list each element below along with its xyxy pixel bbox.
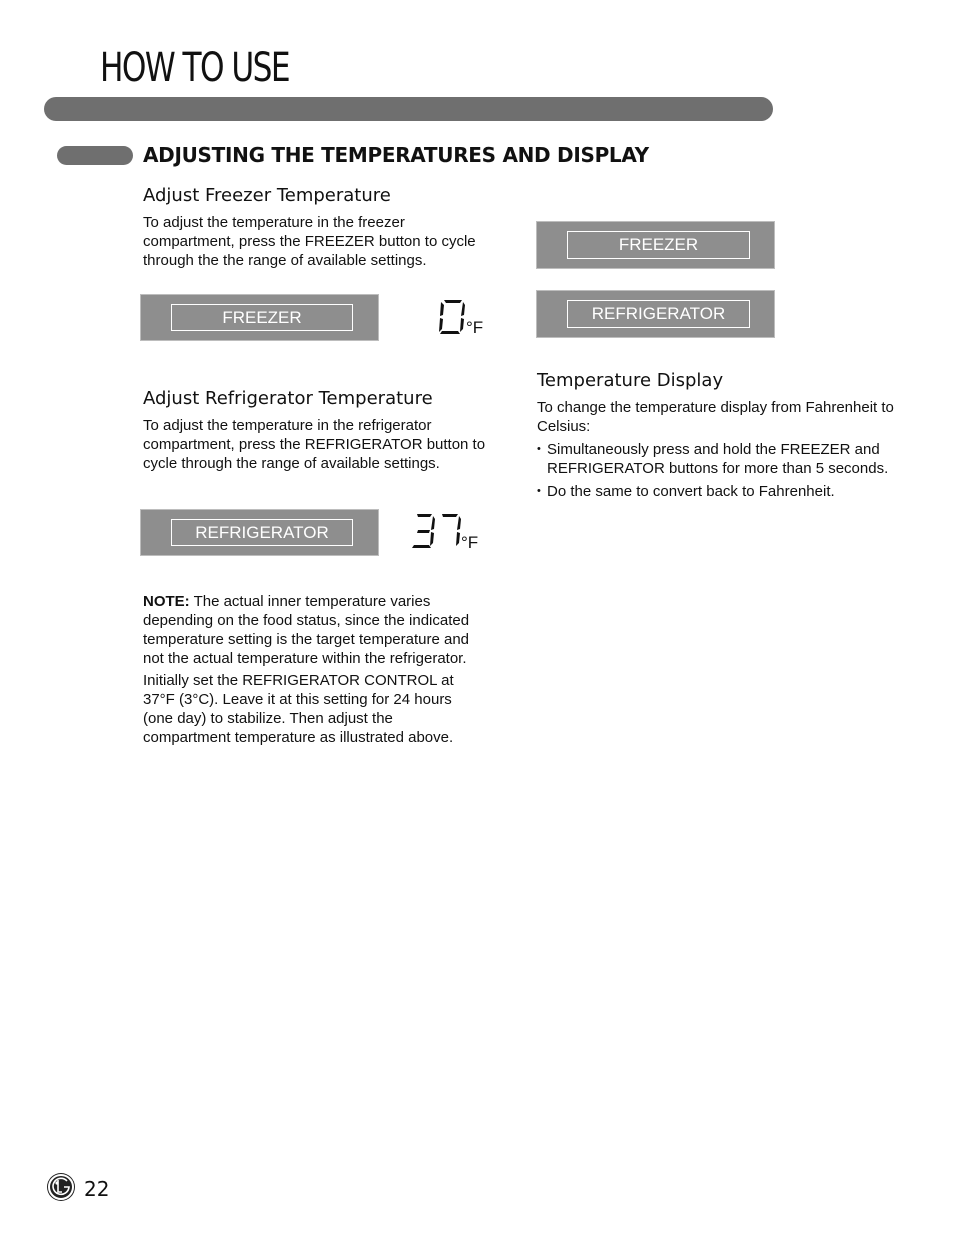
note-label: NOTE: xyxy=(143,593,190,610)
refrigerator-button[interactable]: REFRIGERATOR xyxy=(171,519,353,546)
display-refrigerator-button[interactable]: REFRIGERATOR xyxy=(567,300,750,328)
refrigerator-digits-37 xyxy=(412,513,462,549)
temperature-display-bullets xyxy=(537,440,912,505)
display-panel-freezer xyxy=(536,221,775,269)
refrigerator-temperature-display xyxy=(412,513,492,557)
note-paragraph xyxy=(143,592,488,668)
header-bar xyxy=(44,97,773,121)
freezer-unit: °F xyxy=(466,318,484,337)
freezer-digit-0 xyxy=(438,299,466,335)
list-item: • Simultaneously press and hold the FREEZER and REFRIGERATOR buttons for more than 5 seconds. xyxy=(537,440,912,478)
display-panel-refrigerator xyxy=(536,290,775,338)
freezer-temperature-display xyxy=(438,299,498,343)
lg-logo-mark xyxy=(47,1173,75,1201)
refrigerator-heading: Adjust Refrigerator Temperature xyxy=(143,388,433,409)
display-freezer-button[interactable]: FREEZER xyxy=(567,231,750,259)
freezer-text: To adjust the temperature in the freezer compartment, press the FREEZER button to cycle through the the range of available settings. xyxy=(143,214,476,269)
note-paragraph-2: Initially set the REFRIGERATOR CONTROL at 37°F (3°C). Leave it at this setting for 24 hours (one day) to stabilize. Then adjust the compartment temperature as illustrated above. xyxy=(143,672,454,746)
temperature-display-text: To change the temperature display from Fahrenheit to Celsius: xyxy=(537,399,894,435)
lg-logo-icon xyxy=(47,1173,75,1201)
refrigerator-unit: °F xyxy=(461,533,479,552)
page-number: 22 xyxy=(84,1177,110,1201)
freezer-button[interactable]: FREEZER xyxy=(171,304,353,331)
section-pill xyxy=(57,146,133,165)
refrigerator-text: To adjust the temperature in the refrigerator compartment, press the REFRIGERATOR button to cycle through the range of available settings. xyxy=(143,417,486,472)
page-title: HOW TO USE xyxy=(100,45,290,91)
temperature-display-heading: Temperature Display xyxy=(537,370,724,391)
freezer-control-panel xyxy=(140,294,379,341)
refrigerator-control-panel xyxy=(140,509,379,556)
note-text: The actual inner temperature varies depending on the food status, since the indicated temperature setting is the target temperature and not the actual temperature within the refrigerator. xyxy=(143,593,470,667)
list-item: • Do the same to convert back to Fahrenheit. xyxy=(537,482,912,501)
section-title: ADJUSTING THE TEMPERATURES AND DISPLAY xyxy=(143,143,649,167)
freezer-heading: Adjust Freezer Temperature xyxy=(143,185,391,206)
